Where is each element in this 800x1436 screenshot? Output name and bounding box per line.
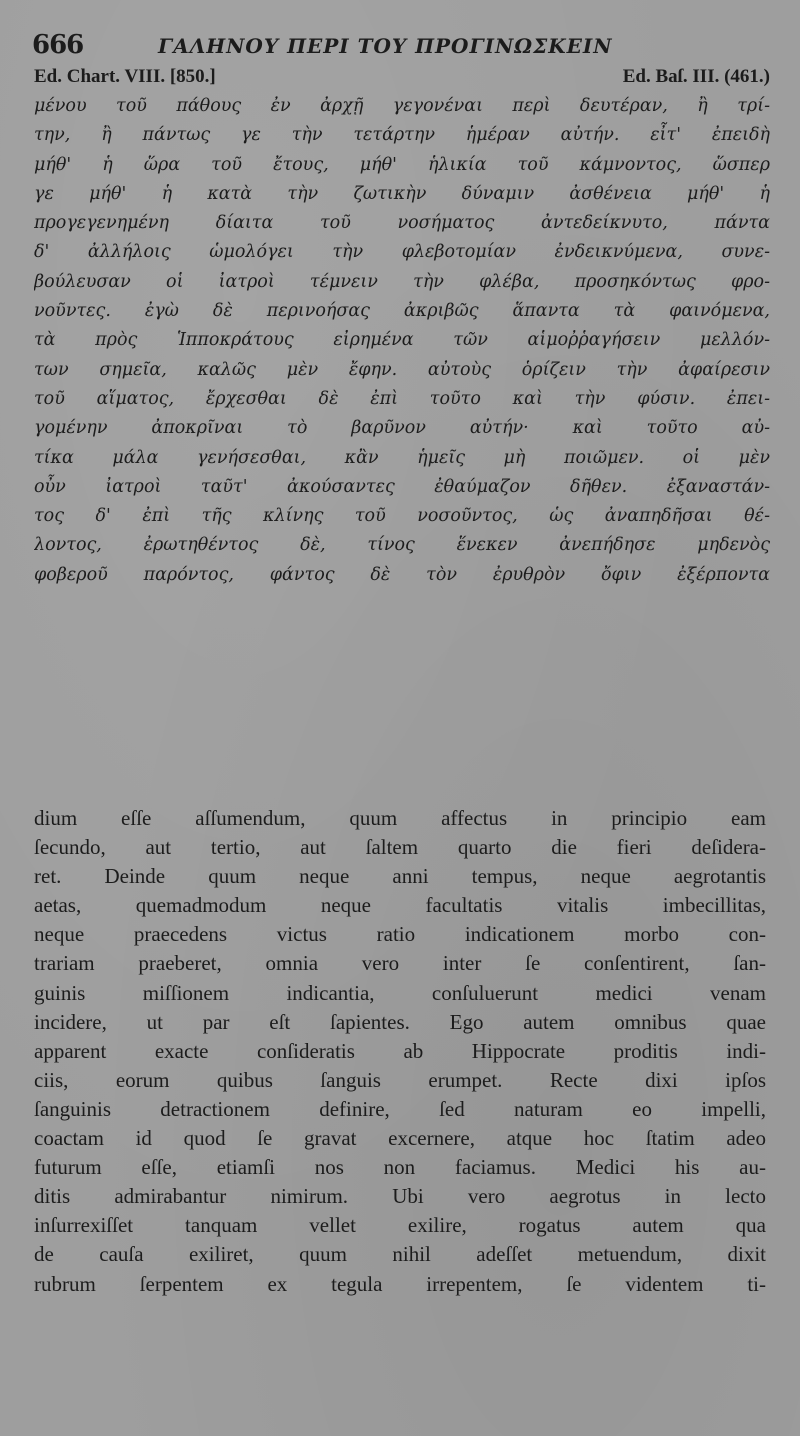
latin-text-line: de cauſa exiliret, quum nihil adeſſet metuendum, dixit — [34, 1242, 766, 1267]
latin-text-line: ret. Deinde quum neque anni tempus, neque aegrotantis — [34, 864, 766, 889]
latin-text-line: ciis, eorum quibus ſanguis erumpet. Recte dixi ipſos — [34, 1067, 766, 1092]
greek-text-line: την, ἢ πάντως γε τὴν τετάρτην ἡμέραν αὐτήν. εἶτ' ἐπειδὴ — [34, 125, 770, 146]
greek-text-line: τοῦ αἵματος, ἔρχεσθαι δὲ ἐπὶ τοῦτο καὶ τὴν φύσιν. ἐπει- — [34, 388, 770, 409]
running-title: ΓΑΛΗΝΟΥ ΠΕΡΙ ΤΟΥ ΠΡΟΓΙΝΩΣΚΕΙΝ — [158, 34, 613, 58]
latin-text-line: coactam id quod ſe gravat excernere, atque hoc ſtatim adeo — [34, 1126, 766, 1151]
page-header — [32, 30, 772, 64]
edition-reference-line — [34, 66, 770, 92]
greek-text-line: προγεγενημένη δίαιτα τοῦ νοσήματος ἀντεδείκνυτο, πάντα — [34, 213, 770, 234]
greek-text-line: λοντος, ἐρωτηθέντος δὲ, τίνος ἕνεκεν ἀνεπήδησε μηδενὸς — [34, 535, 770, 556]
greek-text-line: φοβεροῦ παρόντος, φάντος δὲ τὸν ἐρυθρὸν ὄφιν ἐξέρποντα — [34, 564, 770, 585]
latin-text-line: rubrum ſerpentem ex tegula irrepentem, ſe videntem ti- — [34, 1271, 766, 1296]
greek-text-block — [34, 92, 770, 590]
latin-text-line: ditis admirabantur nimirum. Ubi vero aegrotus in lecto — [34, 1184, 766, 1209]
greek-text-line: γομένην ἀποκρῖναι τὸ βαρῦνον αὐτήν· καὶ τοῦτο αὐ- — [34, 418, 770, 439]
edition-reference-chartier: Ed. Chart. VIII. [850.] — [34, 66, 216, 87]
latin-text-line: futurum eſſe, etiamſi nos non faciamus. Medici his au- — [34, 1155, 766, 1180]
page-number: 666 — [32, 30, 84, 60]
greek-text-line: των σημεῖα, καλῶς μὲν ἔφην. αὐτοὺς ὁρίζειν τὴν ἀφαίρεσιν — [34, 359, 770, 380]
greek-text-line: τὰ πρὸς Ἱπποκράτους εἰρημένα τῶν αἱμοῤῥαγήσειν μελλόν- — [34, 330, 770, 351]
latin-text-line: apparent exacte conſideratis ab Hippocrate proditis indi- — [34, 1038, 766, 1063]
latin-text-line: ſanguinis detractionem definire, ſed naturam eo impelli, — [34, 1096, 766, 1121]
latin-text-line: inſurrexiſſet tanquam vellet exilire, rogatus autem qua — [34, 1213, 766, 1238]
latin-text-block — [34, 804, 766, 1299]
latin-text-line: aetas, quemadmodum neque facultatis vitalis imbecillitas, — [34, 893, 766, 918]
greek-text-line: τίκα μάλα γενήσεσθαι, κἂν ἡμεῖς μὴ ποιῶμεν. οἱ μὲν — [34, 447, 770, 468]
greek-text-line: γε μήθ' ἡ κατὰ τὴν ζωτικὴν δύναμιν ἀσθένεια μήθ' ἡ — [34, 183, 770, 204]
latin-text-line: ſecundo, aut tertio, aut ſaltem quarto die fieri deſidera- — [34, 835, 766, 860]
latin-text-line: incidere, ut par eſt ſapientes. Ego autem omnibus quae — [34, 1009, 766, 1034]
greek-text-line: οὖν ἰατροὶ ταῦτ' ἀκούσαντες ἐθαύμαζον δῆθεν. ἐξαναστάν- — [34, 476, 770, 497]
edition-reference-basel: Ed. Baſ. III. (461.) — [622, 66, 770, 87]
latin-text-line: guinis miſſionem indicantia, conſuluerunt medici venam — [34, 980, 766, 1005]
greek-text-line: νοῦντες. ἐγὼ δὲ περινοήσας ἀκριβῶς ἅπαντα τὰ φαινόμενα, — [34, 301, 770, 322]
greek-text-line: δ' ἀλλήλοις ὡμολόγει τὴν φλεβοτομίαν ἐνδεικνύμενα, συνε- — [34, 242, 770, 263]
greek-text-line: μήθ' ἡ ὥρα τοῦ ἔτους, μήθ' ἡλικία τοῦ κάμνοντος, ὥσπερ — [34, 154, 770, 175]
greek-text-line: βούλευσαν οἱ ἰατροὶ τέμνειν τὴν φλέβα, προσηκόντως φρο- — [34, 271, 770, 292]
latin-text-line: dium eſſe aſſumendum, quum affectus in principio eam — [34, 806, 766, 830]
latin-text-line: trariam praeberet, omnia vero inter ſe conſentirent, ſan- — [34, 951, 766, 976]
greek-text-line: τος δ' ἐπὶ τῆς κλίνης τοῦ νοσοῦντος, ὡς ἀναπηδῆσαι θέ- — [34, 506, 770, 527]
latin-text-line: neque praecedens victus ratio indicationem morbo con- — [34, 922, 766, 947]
greek-text-line: μένου τοῦ πάθους ἐν ἀρχῇ γεγονέναι περὶ δευτέραν, ἢ τρί- — [34, 96, 770, 116]
